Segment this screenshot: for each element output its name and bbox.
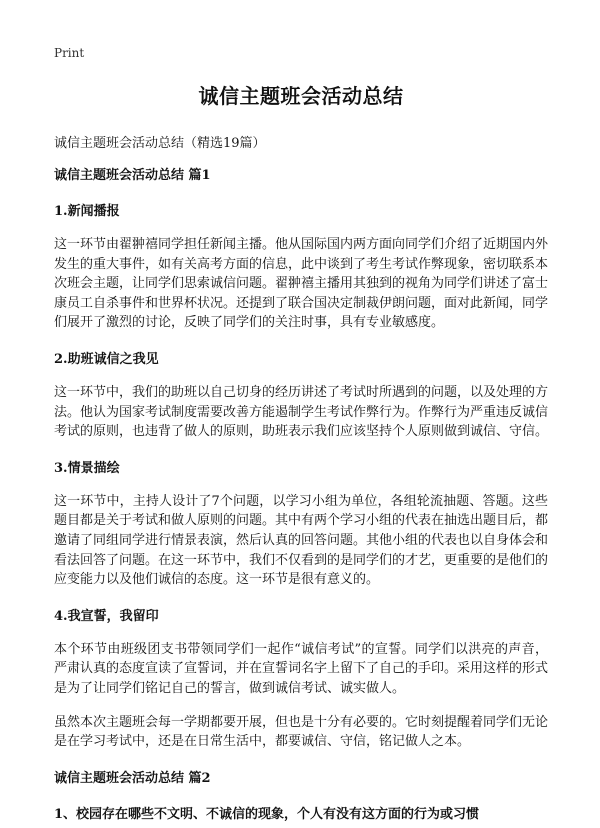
page-title: 诚信主题班会活动总结 [198, 84, 404, 108]
article-heading: 诚信主题班会活动总结 篇2 [54, 770, 211, 786]
section-heading-oath: 4.我宣誓，我留印 [54, 608, 159, 624]
section-heading-news: 1.新闻播报 [54, 204, 120, 219]
paragraph: 这一环节中，主持人设计了7个问题，以学习小组为单位，各组轮流抽题、答题。这些题目都是关于考试和做人原则的问题。其中有两个学习小组的代表在抽选出题目后，都邀请了同组同学进行情景表演，然后认真的回答问题。其他小组的代表也以自身体会和看法回答了问题。在这一环节中，我们不仅看到的是同学们的才艺，更重要的是他们的应变能力以及他们诚信的态度。这一环节是很有意义的。 [54, 493, 549, 588]
intro-line: 诚信主题班会活动总结（精选19篇） [54, 136, 266, 151]
print-link[interactable]: Print [54, 46, 85, 60]
paragraph: 这一环节由翟翀禧同学担任新闻主播。他从国际国内两方面向同学们介绍了近期国内外发生的重大事件，如有关高考方面的信息，此中谈到了考生考试作弊现象，密切联系本次班会主题，让同学们思索诚信问题。翟翀禧主播用其独到的视角为同学们讲述了富士康员工自杀事件和世界杯状况。还提到了联合国决定制裁伊朗问题，面对此新闻，同学们展开了激烈的讨论，反映了同学们的关注时事，具有专业敏感度。 [54, 237, 549, 331]
paragraph: 虽然本次主题班会每一学期都要开展，但也是十分有必要的。它时刻提醒着同学们无论是在学习考试中，还是在日常生活中，都要诚信、守信，铭记做人之本。 [54, 714, 549, 750]
list-item-heading: 1、校园存在哪些不文明、不诚信的现象，个人有没有这方面的行为或习惯 [54, 806, 480, 822]
section-heading-scenario: 3.情景描绘 [54, 460, 120, 476]
paragraph: 本个环节由班级团支书带领同学们一起作“诚信考试”的宣誓。同学们以洪亮的声音，严肃认真的态度宣读了宣誓词，并在宣誓词名字上留下了自己的手印。采用这样的形式是为了让同学们铭记自己的誓言，做到诚信考试、诚实做人。 [54, 641, 549, 696]
paragraph: 这一环节中，我们的助班以自己切身的经历讲述了考试时所遇到的问题，以及处理的方法。他认为国家考试制度需要改善方能遏制学生考试作弊行为。作弊行为严重违反诚信考试的原则，也违背了做人的原则，助班表示我们应该坚持个人原则做到诚信、守信。 [54, 384, 549, 440]
article-heading: 诚信主题班会活动总结 篇1 [54, 168, 211, 183]
article-2 [54, 770, 548, 824]
article-1 [54, 167, 548, 752]
section-heading-assistant: 2.助班诚信之我见 [54, 351, 159, 367]
